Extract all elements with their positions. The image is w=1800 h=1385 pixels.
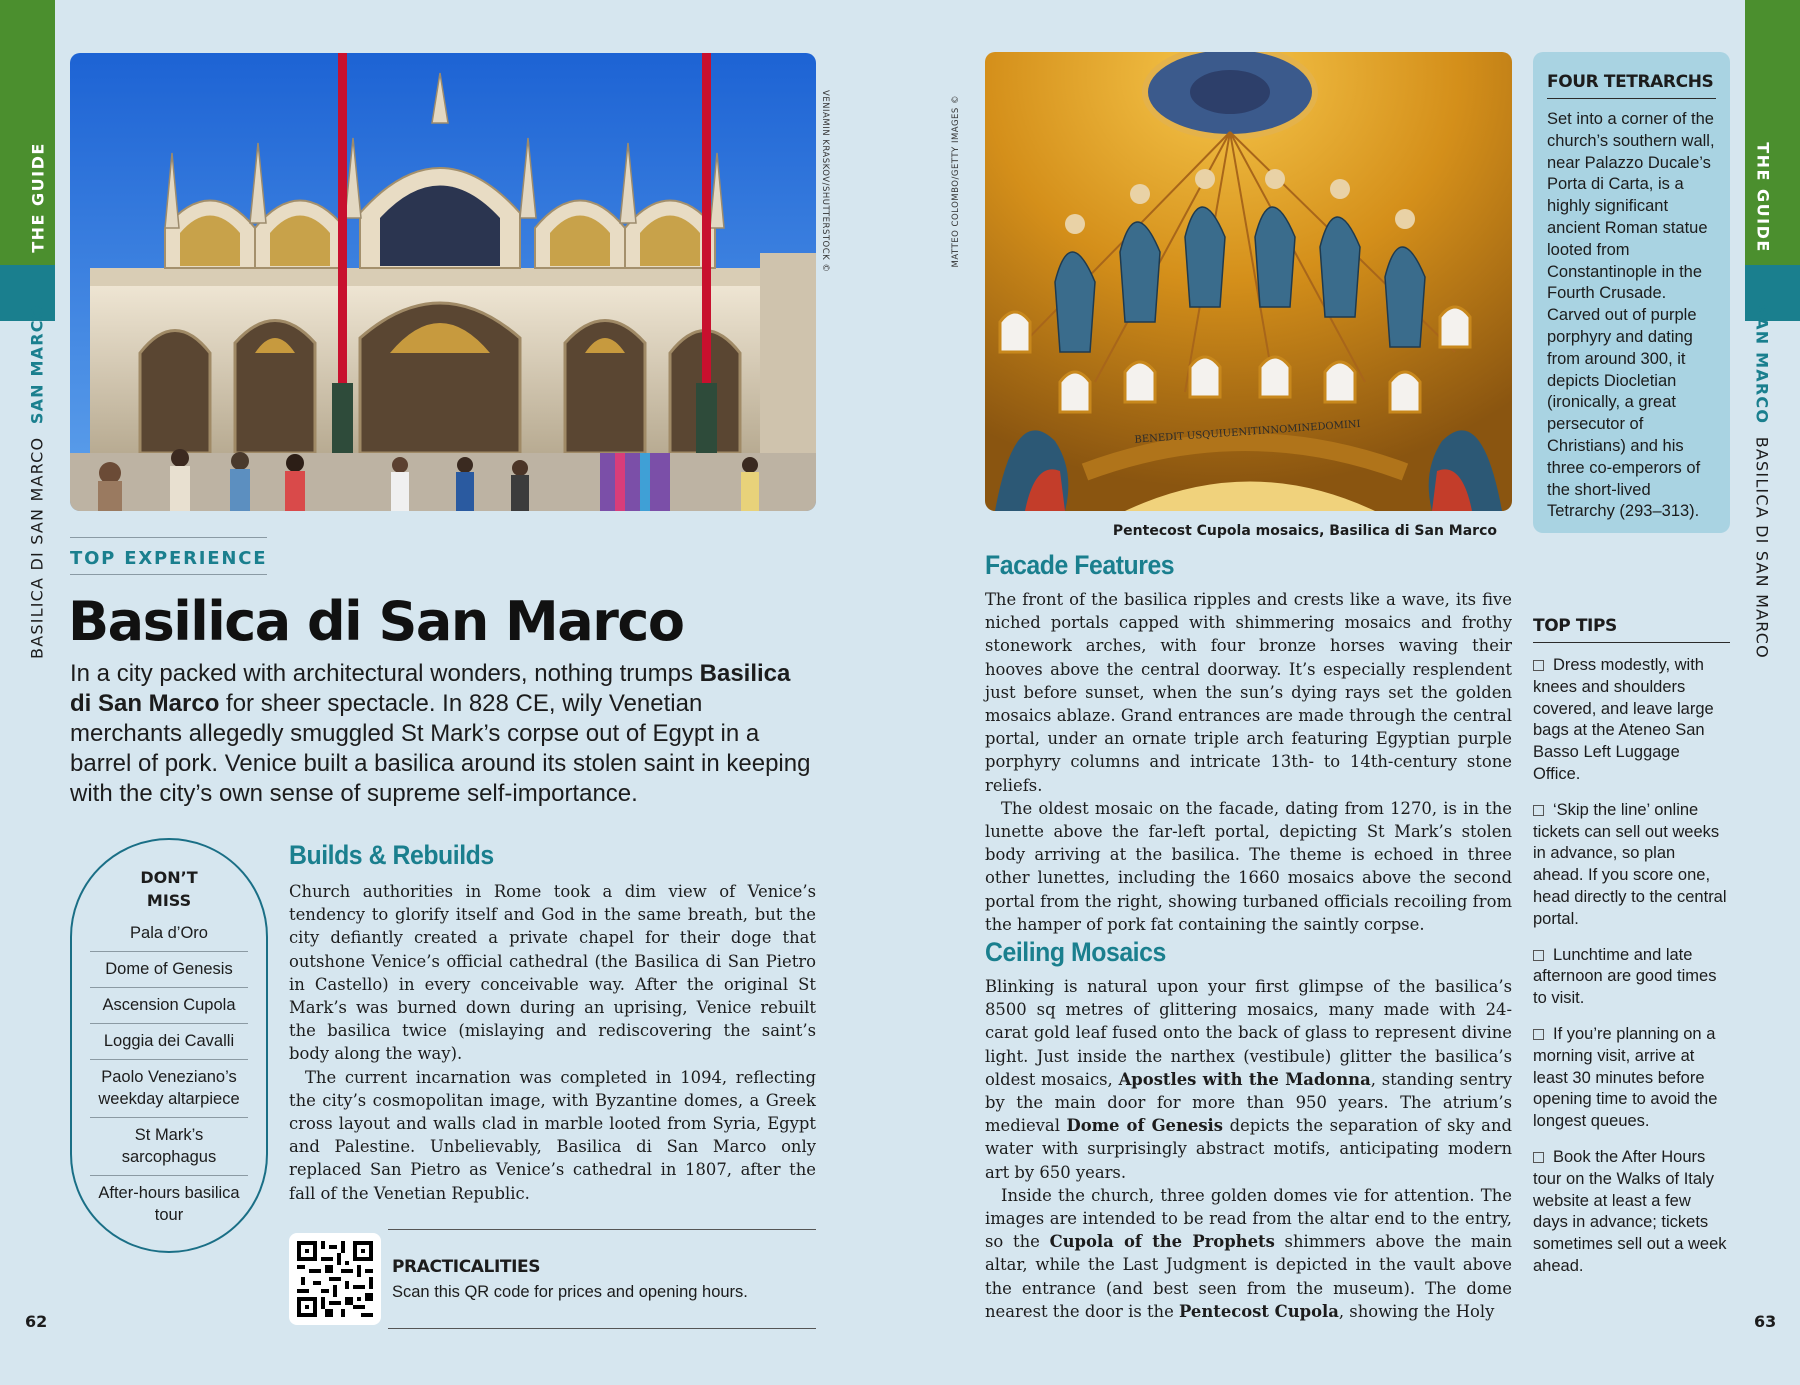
- left-running-head: [28, 305, 47, 675]
- ceiling-p2-a: Inside the church, three golden domes vie for attention. The images are intended to be read from the altar end to the entry, so the: [985, 1185, 1512, 1252]
- dont-miss-item: Loggia dei Cavalli: [90, 1024, 248, 1060]
- intro-pre: In a city packed with architectural wonders, nothing trumps: [70, 660, 700, 687]
- right-running-head: [1753, 305, 1772, 675]
- checkbox-icon: [1533, 1029, 1544, 1040]
- facade-paragraph-1: The front of the basilica ripples and crests like a wave, its five niched portals capped with shimmering mosaics and frothy stonework arches, with four bronze horses waving their hooves above the central doorway. It’s especially resplendent just before sunset, when the sun’s dying rays set the golden mosaics ablaze. Grand entrances are made through the central portal, under an ornate triple arch featuring Egyptian purple porphyry columns and intricate 13th- to 14th-century stone reliefs.: [985, 590, 1512, 795]
- eyebrow-rule-bottom: [70, 574, 267, 575]
- ceiling-p1-c: , standing sentry by the main door for more than 950 years. The atrium’s medieval: [985, 1069, 1513, 1136]
- apostles-madonna-bold: Apostles with the Madonna: [1118, 1069, 1371, 1089]
- intro-paragraph: [70, 659, 815, 809]
- left-running-accent: SAN MARCO: [27, 304, 47, 425]
- ceiling-photo-caption: Pentecost Cupola mosaics, Basilica di San Marco: [1112, 523, 1497, 539]
- dont-miss-title-line2: MISS: [146, 891, 192, 910]
- facade-photo-credit: VENIAMIN KRASKOV/SHUTTERSTOCK ©: [820, 90, 830, 273]
- tip-item: [1533, 800, 1730, 931]
- cupola-prophets-bold: Cupola of the Prophets: [1049, 1232, 1275, 1252]
- tip-item: [1533, 1147, 1730, 1278]
- left-guide-label: THE GUIDE: [28, 142, 48, 253]
- practicalities-rule-top: [388, 1229, 816, 1230]
- builds-paragraph-1: Church authorities in Rome took a dim view of Venice’s tendency to glorify itself and God in the same breath, but the city defiantly created a private chapel for their doge that outshone Venice’s official cathedral (the Basilica di San Pietro in Castello) in every conceivable way. After the original St Mark’s was burned down during an uprising, Venice rebuilt the basilica twice (mislaying and rediscovering the saint’s body along the way).: [289, 882, 816, 1064]
- dont-miss-list: [90, 916, 248, 1233]
- top-experience-label: TOP EXPERIENCE: [70, 548, 268, 569]
- tetrarchs-text: Set into a corner of the church’s southern wall, near Palazzo Ducale’s Porta di Carta, is a highly significant ancient Roman statue looted from Constantinople in the Fourth Crusade. Carved out of purple porphyry and dating from around 300, it depicts Diocletian (ironically, a great persecutor of Christians) and his three co-emperors of the short-lived Tetrarchy (293–313).: [1547, 110, 1715, 521]
- basilica-facade-photo: [70, 53, 816, 511]
- ceiling-paragraph-1: [985, 975, 1512, 1184]
- dont-miss-title: [90, 866, 248, 912]
- eyebrow-rule: [70, 537, 267, 538]
- pentecost-cupola-photo: [985, 52, 1512, 511]
- cupola-illustration: [985, 52, 1512, 511]
- qr-code[interactable]: [289, 1233, 381, 1325]
- tetrarchs-heading: FOUR TETRARCHS: [1547, 72, 1716, 99]
- page-number-right: 63: [1754, 1312, 1777, 1331]
- top-tips: [1533, 616, 1730, 1292]
- ceiling-photo-credit: MATTEO COLOMBO/GETTY IMAGES ©: [951, 95, 961, 268]
- facade-paragraph-2: The oldest mosaic on the facade, dating from 1270, is in the lunette above the far-left portal, depicting St Mark’s stolen body arriving at the basilica. The theme is echoed in three other lunettes, including the 1660 mosaics above the second portal from the right, showing turbaned officials recoiling from the hamper of pork fat containing the saintly corpse.: [985, 798, 1512, 934]
- checkbox-icon: [1533, 950, 1544, 961]
- tip-text: Book the After Hours tour on the Walks of Italy website at least a few days in advance; tickets sometimes sell out a week ahead.: [1533, 1147, 1727, 1275]
- pentecost-cupola-bold: Pentecost Cupola: [1179, 1301, 1339, 1321]
- page-number-left: 62: [25, 1312, 48, 1331]
- top-tips-heading: TOP TIPS: [1533, 616, 1730, 643]
- tip-text: Lunchtime and late afternoon are good times to visit.: [1533, 945, 1717, 1008]
- tip-item: [1533, 655, 1730, 786]
- dont-miss-box: [70, 838, 268, 1253]
- practicalities-heading: PRACTICALITIES: [392, 1257, 541, 1277]
- practicalities-text: Scan this QR code for prices and opening hours.: [392, 1283, 748, 1301]
- top-tips-list: [1533, 655, 1730, 1278]
- tip-text: Dress modestly, with knees and shoulders covered, and leave large bags at the Ateneo San Basso Left Luggage Office.: [1533, 656, 1714, 783]
- dont-miss-item: Dome of Genesis: [90, 952, 248, 988]
- right-running-plain: BASILICA DI SAN MARCO: [1752, 436, 1772, 659]
- ceiling-p2-d: , showing the Holy: [1338, 1301, 1495, 1321]
- dome-genesis-bold: Dome of Genesis: [1066, 1116, 1224, 1136]
- intro-post: for sheer spectacle. In 828 CE, wily Venetian merchants allegedly smuggled St Mark’s corpse out of Egypt in a barrel of pork. Venice built a basilica around its stolen saint in keeping with the city’s own sense of supreme self-importance.: [70, 690, 811, 807]
- builds-heading: Builds & Rebuilds: [289, 840, 494, 870]
- left-running-plain: BASILICA DI SAN MARCO: [27, 436, 47, 659]
- checkbox-icon: [1533, 1152, 1544, 1163]
- dont-miss-item: St Mark’s sarcophagus: [90, 1118, 248, 1176]
- builds-paragraph-2: The current incarnation was completed in 1094, reflecting the city’s cosmopolitan image, with Byzantine domes, a Greek cross layout and walls clad in marble looted from Syria, Egypt and Palestine. Unbelievably, Basilica di San Marco only replaced San Pietro as Venice’s cathedral in 1807, after the fall of the Venetian Republic.: [289, 1067, 816, 1203]
- ceiling-p2-c: shimmers above the main altar, while the Last Judgment is depicted in the vault above the entrance (and best seen from the museum). The dome nearest the door is the: [985, 1232, 1512, 1321]
- tip-item: [1533, 945, 1730, 1010]
- dont-miss-item: Ascension Cupola: [90, 988, 248, 1024]
- facade-heading: Facade Features: [985, 550, 1175, 580]
- cupola-inscription: BENEDIT USQUIUENITINNOMINEDOMINI: [1134, 418, 1361, 446]
- right-guide-label: THE GUIDE: [1753, 142, 1773, 253]
- tip-item: [1533, 1024, 1730, 1133]
- ceiling-p1-a: Blinking is natural upon your first glimpse of the basilica’s 8500 sq metres of glittering mosaics, many made with 24-carat gold leaf fused onto the back of glass to represent divine light. Just inside the narthex (vestibule) glitter the basilica’s oldest mosaics,: [985, 977, 1512, 1089]
- checkbox-icon: [1533, 660, 1544, 671]
- builds-body: [289, 880, 816, 1205]
- facade-illustration: [70, 53, 816, 511]
- intro-bold: Basilica di San Marco: [70, 660, 791, 717]
- qr-code-icon: [297, 1241, 373, 1317]
- tip-text: If you’re planning on a morning visit, arrive at least 30 minutes before opening time to avoid the longest queues.: [1533, 1024, 1718, 1131]
- ceiling-paragraph-2: [985, 1184, 1512, 1323]
- tip-text: ‘Skip the line’ online tickets can sell out weeks in advance, so plan ahead. If you score one, head directly to the central portal.: [1533, 800, 1727, 928]
- dont-miss-title-line1: DON’T: [140, 868, 198, 887]
- ceiling-heading: Ceiling Mosaics: [985, 937, 1166, 967]
- facade-body: [985, 588, 1512, 936]
- right-running-accent: SAN MARCO: [1752, 304, 1772, 425]
- dont-miss-item: Paolo Veneziano’s weekday altarpiece: [90, 1060, 248, 1118]
- four-tetrarchs-callout: [1533, 52, 1730, 533]
- dont-miss-item: After-hours basilica tour: [98, 1184, 240, 1224]
- page-title: Basilica di San Marco: [68, 590, 684, 653]
- dont-miss-item: Pala d’Oro: [90, 916, 248, 952]
- checkbox-icon: [1533, 805, 1544, 816]
- ceiling-body: [985, 975, 1512, 1323]
- ceiling-p1-d: depicts the separation of sky and water with surprisingly abstract motifs, anticipating modern art by 650 years.: [985, 1116, 1512, 1182]
- practicalities-rule-bottom: [388, 1328, 816, 1329]
